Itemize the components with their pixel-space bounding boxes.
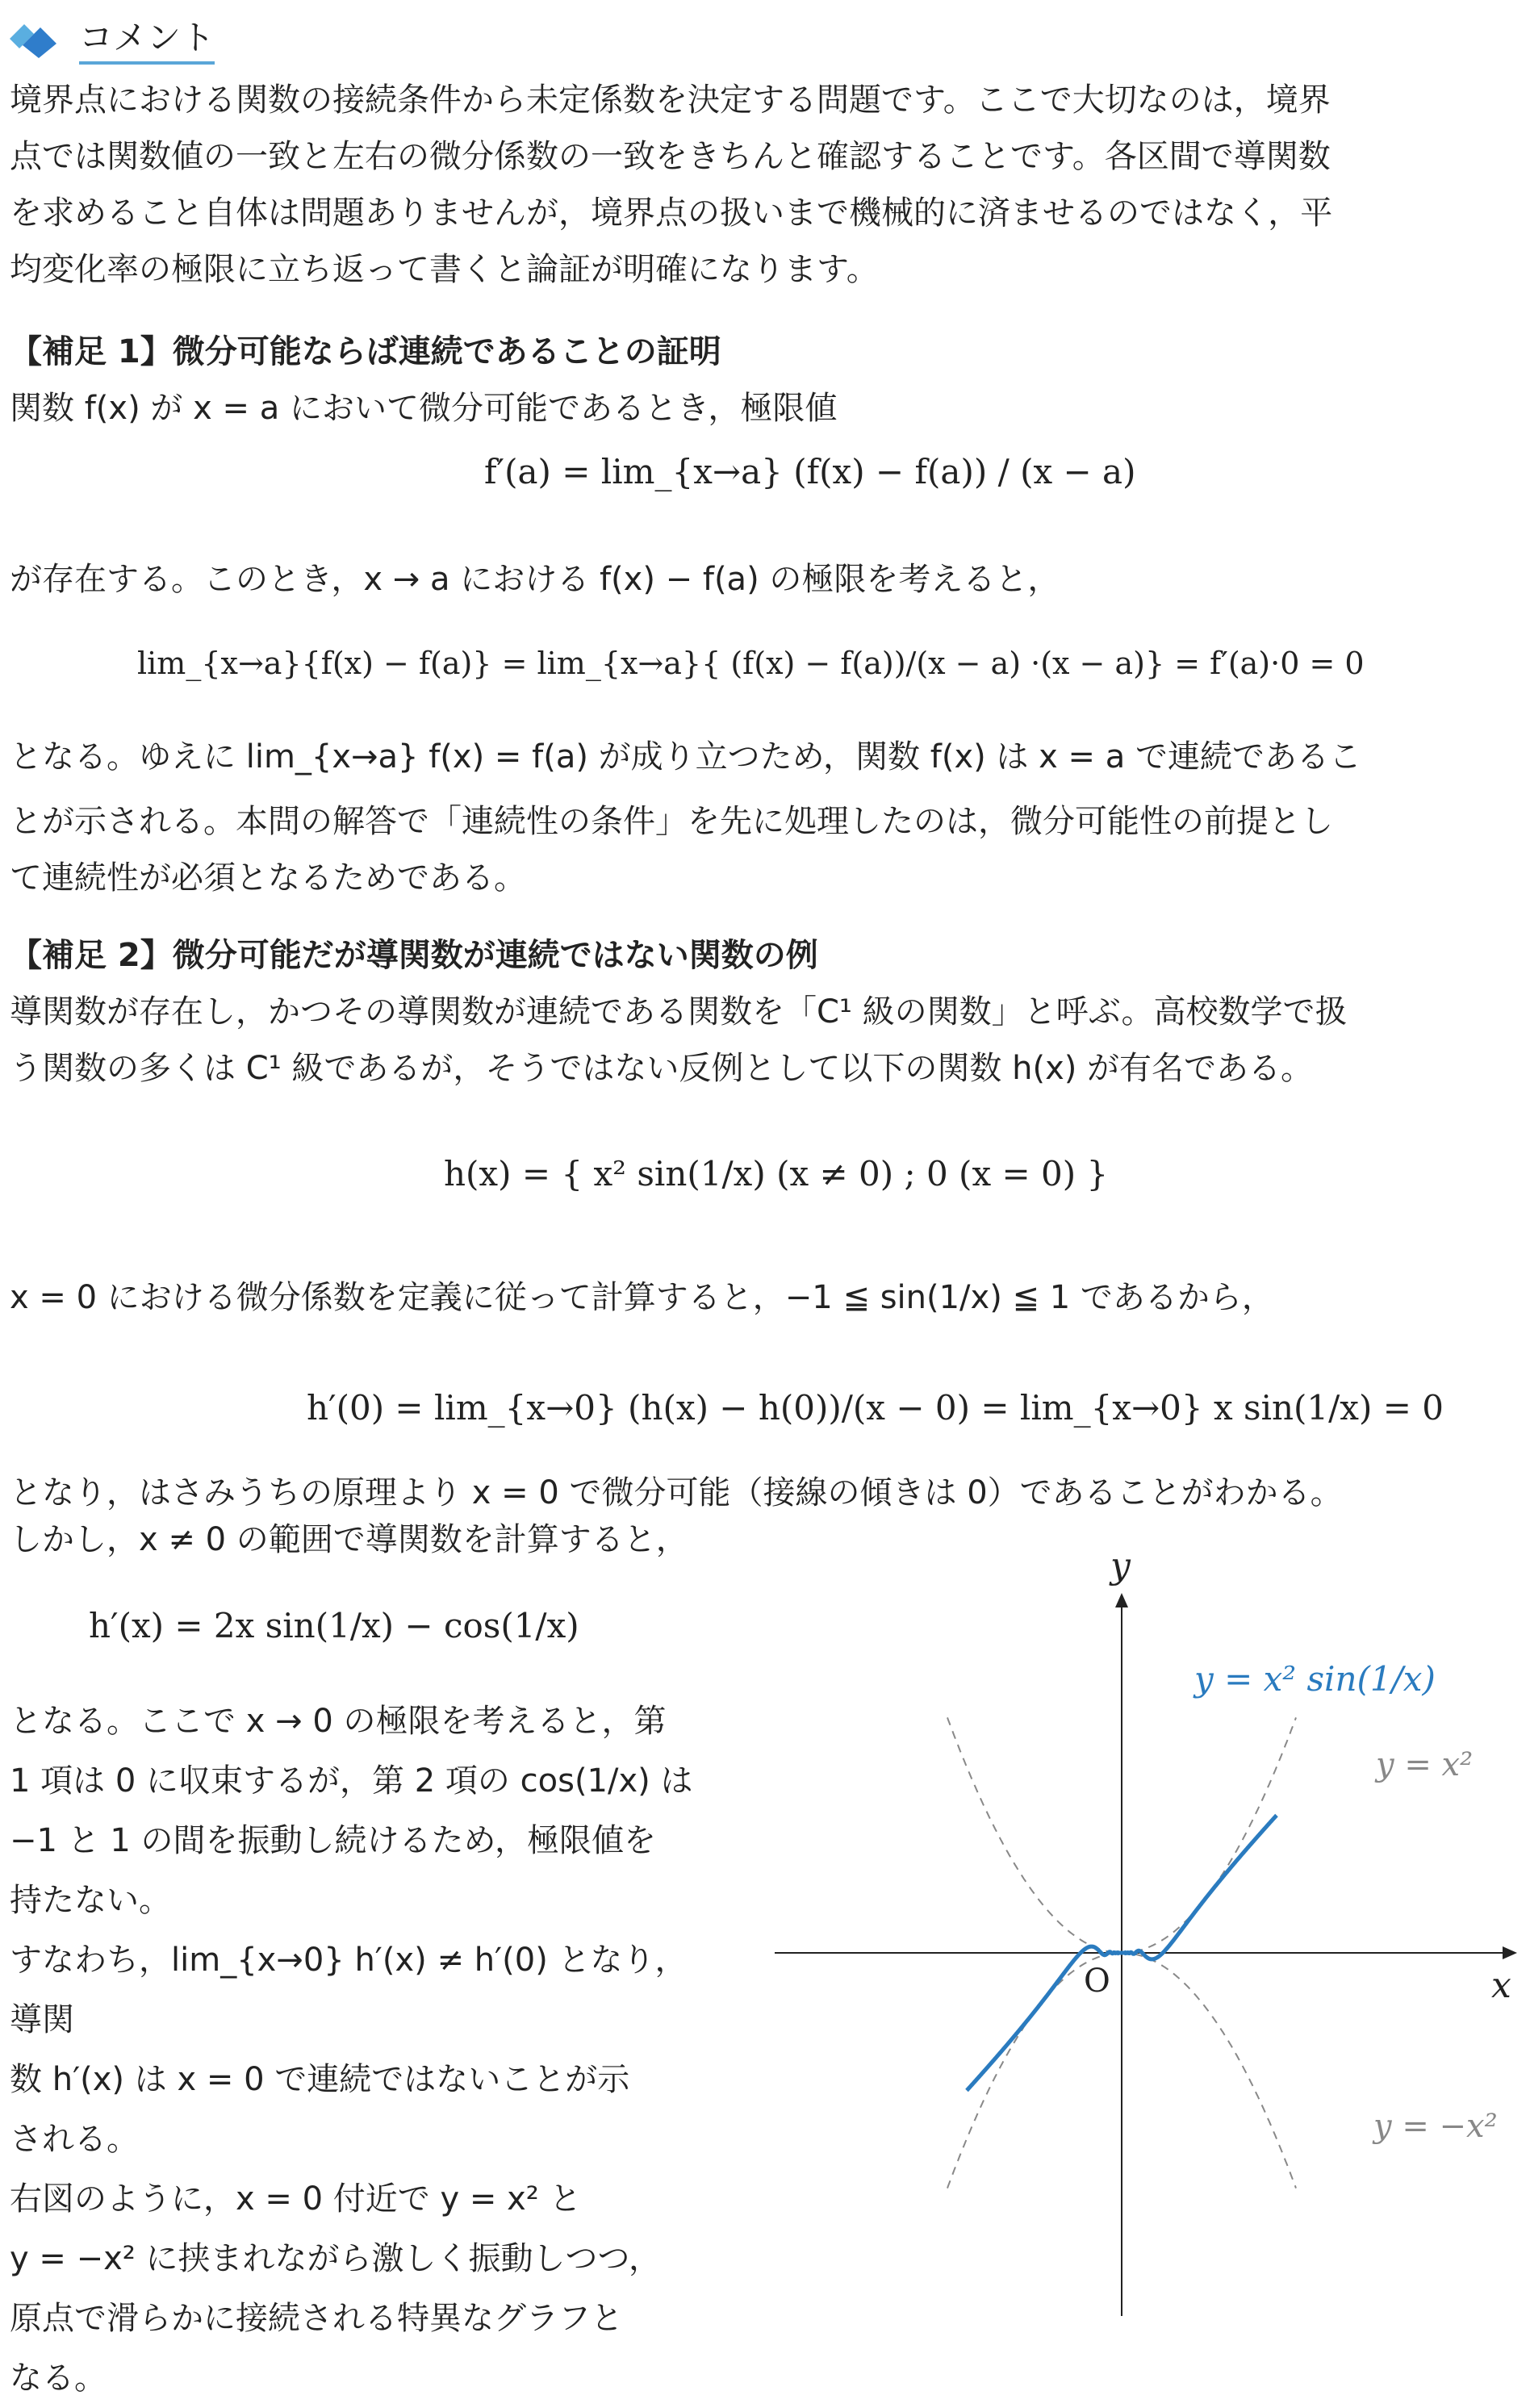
comment-title: コメント <box>79 11 215 65</box>
narrow-line-10: 原点で滑らかに接続される特異なグラフと <box>10 2300 623 2337</box>
narrow-line-3: −1 と 1 の間を振動し続けるため，極限値を <box>10 1822 656 1859</box>
narrow-line-5: すなわち，lim_{x→0} h′(x) ≠ h′(0) となり，導関 <box>10 1942 688 2038</box>
supp1-equation-2: lim_{x→a}{f(x) − f(a)} = lim_{x→a}{ (f(x) − f(a))/(x − a) ·(x − a)} = f′(a)·0 = 0 <box>137 646 1365 681</box>
narrow-line-2: 1 項は 0 に収束するが，第 2 項の cos(1/x) は <box>10 1762 693 1800</box>
supp1-line-1: 関数 f(x) が x = a において微分可能であるとき，極限値 <box>10 390 838 427</box>
function-graph <box>767 1533 1525 2324</box>
supp2-line-3: x = 0 における微分係数を定義に従って計算すると，−1 ≦ sin(1/x) ≦ 1 であるから， <box>10 1279 1274 1316</box>
supp1-line-3: となる。ゆえに lim_{x→a} f(x) = f(a) が成り立つため，関数 f(x) は x = a で連続であるこ <box>10 738 1362 775</box>
narrow-line-1: となる。ここで x → 0 の極限を考えると，第 <box>10 1703 667 1740</box>
narrow-line-6: 数 h′(x) は x = 0 で連続ではないことが示 <box>10 2061 630 2098</box>
supp2-line-4: となり，はさみうちの原理より x = 0 で微分可能（接線の傾きは 0）であることがわかる。 <box>10 1474 1343 1511</box>
comment-logo-icon <box>6 21 63 58</box>
lower-parabola-label: y = −x² <box>1373 2108 1498 2145</box>
supp2-line-2: う関数の多くは C¹ 級であるが，そうではない反例として以下の関数 h(x) が有名である。 <box>10 1050 1314 1087</box>
origin-label: O <box>1084 1963 1110 2000</box>
upper-parabola-label: y = x² <box>1376 1746 1474 1783</box>
supp1-line-2: が存在する。このとき，x → a における f(x) − f(a) の極限を考えると， <box>10 561 1060 598</box>
narrow-line-11: なる。 <box>10 2360 107 2397</box>
supp2-equation-hprime: h′(x) = 2x sin(1/x) − cos(1/x) <box>89 1606 579 1645</box>
narrow-line-8: 右図のように，x = 0 付近で y = x² と <box>10 2180 582 2218</box>
x-axis-arrow-icon <box>1503 1946 1517 1959</box>
supp2-line-1: 導関数が存在し，かつその導関数が連続である関数を「C¹ 級の関数」と呼ぶ。高校数学で扱 <box>10 993 1348 1031</box>
narrow-line-9: y = −x² に挟まれながら激しく振動しつつ， <box>10 2240 661 2277</box>
intro-line-1: 境界点における関数の接続条件から未定係数を決定する問題です。ここで大切なのは，境界 <box>10 82 1331 119</box>
supp2-equation-h0: h′(0) = lim_{x→0} (h(x) − h(0))/(x − 0) = lim_{x→0} x sin(1/x) = 0 <box>307 1388 1444 1428</box>
y-axis-label: y <box>1110 1545 1131 1587</box>
narrow-line-7: される。 <box>10 2121 139 2158</box>
supp1-line-5: て連続性が必須となるためである。 <box>10 859 526 897</box>
supp2-narrow-text <box>10 1691 712 2408</box>
intro-line-3: を求めること自体は問題ありませんが，境界点の扱いまで機械的に済ませるのではなく，平 <box>10 194 1333 232</box>
x-axis-label: x <box>1491 1965 1511 2006</box>
narrow-line-4: 持たない。 <box>10 1882 171 1919</box>
curve-equation-label: y = x² sin(1/x) <box>1194 1659 1436 1699</box>
supp1-equation-1: f′(a) = lim_{x→a} (f(x) − f(a)) / (x − a) <box>484 452 1136 491</box>
supp1-line-4: とが示される。本問の解答で「連続性の条件」を先に処理したのは，微分可能性の前提とし <box>10 803 1333 840</box>
supp2-equation-h: h(x) = { x² sin(1/x) (x ≠ 0) ; 0 (x = 0) } <box>444 1154 1109 1194</box>
intro-line-2: 点では関数値の一致と左右の微分係数の一致をきちんと確認することです。各区間で導関数 <box>10 138 1331 175</box>
intro-line-4: 均変化率の極限に立ち返って書くと論証が明確になります。 <box>10 251 879 288</box>
supp2-heading: 【補足 2】微分可能だが導関数が連続ではない関数の例 <box>10 937 818 974</box>
supp1-heading: 【補足 1】微分可能ならば連続であることの証明 <box>10 333 721 370</box>
y-axis-arrow-icon <box>1115 1593 1128 1607</box>
supp2-line-5: しかし，x ≠ 0 の範囲で導関数を計算すると， <box>10 1521 688 1558</box>
